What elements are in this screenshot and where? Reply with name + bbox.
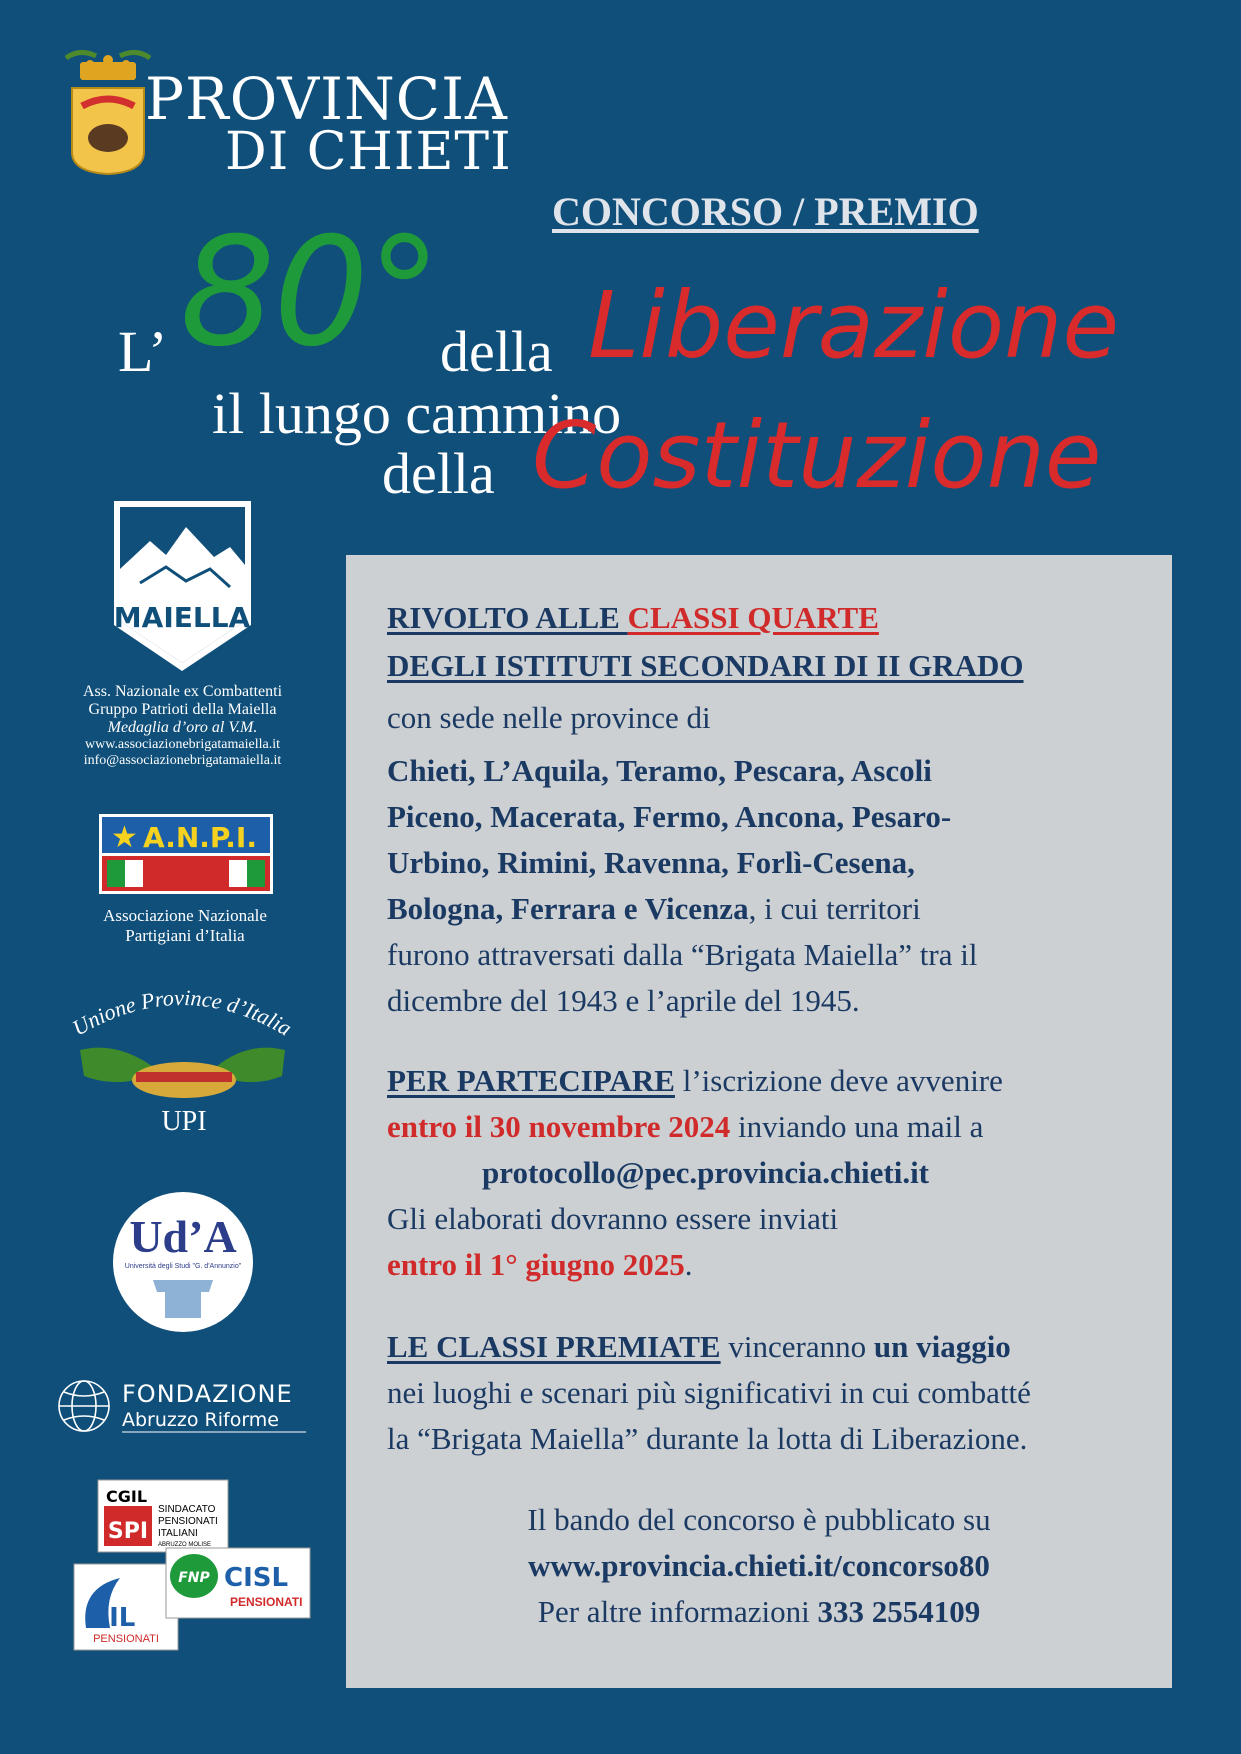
uil-sub: PENSIONATI — [93, 1633, 159, 1645]
spi-line4: ABRUZZO MOLISE — [158, 1542, 212, 1548]
headline-della-1: della — [440, 319, 553, 384]
cisl-sub: PENSIONATI — [230, 1595, 303, 1609]
maiella-logo — [110, 497, 255, 675]
fondazione-logo — [56, 1376, 311, 1436]
istituti-line: DEGLI ISTITUTI SECONDARI DI II GRADO — [387, 648, 1024, 683]
history-line-2: dicembre del 1943 e l’aprile del 1945. — [387, 983, 860, 1018]
deadline-registration: entro il 30 novembre 2024 — [387, 1109, 731, 1144]
headline-l: L’ — [118, 319, 168, 384]
classi-premiate-label: LE CLASSI PREMIATE — [387, 1329, 721, 1364]
contact-line — [346, 1589, 1172, 1635]
uda-logo — [111, 1190, 255, 1334]
spi-line1: SINDACATO — [158, 1504, 216, 1515]
provinces-line-1: Chieti, L’Aquila, Teramo, Pescara, Ascoli — [387, 753, 932, 788]
info-text: Per altre informazioni — [537, 1594, 818, 1629]
sede-line: con sede nelle province di — [387, 700, 711, 735]
uda-text: Ud’A — [129, 1211, 237, 1262]
spi-text: SPI — [107, 1519, 149, 1544]
cgil-text: CGIL — [106, 1487, 148, 1506]
provincia-title — [145, 65, 512, 182]
deadline-submission: entro il 1° giugno 2025 — [387, 1247, 685, 1282]
provinces-line-4 — [387, 886, 921, 932]
info-panel — [346, 555, 1172, 1688]
history-line-1: furono attraversati dalla “Brigata Maiella” tra il — [387, 937, 978, 972]
maiella-caption — [40, 683, 325, 769]
website-link[interactable]: www.provincia.chieti.it/concorso80 — [528, 1548, 990, 1583]
deadline-period: . — [684, 1247, 693, 1282]
bando-line: Il bando del concorso è pubblicato su — [527, 1502, 991, 1537]
deadline-line — [387, 1104, 983, 1150]
upi-logo — [60, 980, 305, 1140]
provincia-line1: PROVINCIA — [145, 65, 508, 133]
premiate-line — [387, 1324, 1011, 1370]
provincia-crest-icon — [60, 48, 156, 176]
phone-number[interactable]: 333 2554109 — [817, 1594, 981, 1629]
upi-arc-text: Unione Province d’Italia — [67, 984, 297, 1041]
submission-deadline-line — [387, 1242, 693, 1288]
headline-della-2: della — [382, 441, 495, 506]
uda-ring-text: Università degli Studi "G. d'Annunzio" — [124, 1263, 242, 1270]
spi-line3: ITALIANI — [158, 1528, 198, 1539]
unions-logos — [70, 1478, 315, 1653]
svg-text:Unione Province d’Italia — [68, 985, 296, 1041]
iscrizione-text: l’iscrizione deve avvenire — [674, 1063, 1003, 1098]
cisl-text: CISL — [224, 1563, 289, 1593]
anpi-caption — [60, 906, 310, 946]
elaborati-line: Gli elaborati dovranno essere inviati — [387, 1201, 839, 1236]
maiella-website-link[interactable]: www.associazionebrigatamaiella.it — [84, 737, 280, 752]
headline-80: 80° — [180, 206, 440, 380]
uil-logo — [74, 1564, 178, 1650]
spi-line2: PENSIONATI — [158, 1516, 218, 1527]
maiella-cap-2: Gruppo Patrioti della Maiella — [88, 701, 277, 718]
provinces-line-2: Piceno, Macerata, Fermo, Ancona, Pesaro- — [387, 799, 952, 834]
per-partecipare-label: PER PARTECIPARE — [387, 1063, 675, 1098]
brigata-line: la “Brigata Maiella” durante la lotta di Liberazione. — [387, 1421, 1028, 1456]
classi-quarte: CLASSI QUARTE — [627, 600, 879, 635]
provinces-line-4-bold: Bologna, Ferrara e Vicenza — [387, 891, 749, 926]
anpi-cap-1: Associazione Nazionale — [103, 906, 267, 925]
partecipare-line — [387, 1058, 1003, 1104]
fondazione-line2: Abruzzo Riforme — [122, 1409, 279, 1431]
fondazione-line1: FONDAZIONE — [122, 1380, 293, 1408]
maiella-cap-3: Medaglia d’oro al V.M. — [107, 719, 258, 736]
target-line-1 — [387, 595, 879, 641]
uil-text: UIL — [88, 1603, 136, 1633]
concorso-heading: CONCORSO / PREMIO — [552, 189, 979, 234]
maiella-logo-text: MAIELLA — [113, 601, 251, 634]
cgil-spi-logo — [98, 1480, 228, 1552]
headline-lungo-cammino: il lungo cammino — [212, 381, 622, 446]
luoghi-line: nei luoghi e scenari più significativi in cui combatté — [387, 1375, 1031, 1410]
viaggio-text: un viaggio — [873, 1329, 1011, 1364]
globe-icon — [59, 1381, 109, 1431]
maiella-cap-1: Ass. Nazionale ex Combattenti — [82, 683, 283, 700]
provinces-line-4-rest: , i cui territori — [748, 891, 921, 926]
headline-costituzione: Costituzione — [532, 402, 1102, 509]
rivolto-label: RIVOLTO ALLE — [387, 600, 628, 635]
provinces-line-3: Urbino, Rimini, Ravenna, Forlì-Cesena, — [387, 845, 915, 880]
star-icon: ★ — [111, 820, 138, 855]
headline-liberazione: Liberazione — [588, 272, 1120, 379]
vinceranno-text: vinceranno — [720, 1329, 874, 1364]
maiella-email-link[interactable]: info@associazionebrigatamaiella.it — [83, 753, 282, 768]
anpi-logo-text: A.N.P.I. — [143, 821, 257, 854]
cisl-logo — [166, 1548, 310, 1618]
upi-text: UPI — [161, 1106, 207, 1137]
inviando-text: inviando una mail a — [730, 1109, 984, 1144]
email-link[interactable]: protocollo@pec.provincia.chieti.it — [482, 1155, 930, 1190]
provincia-line2: DI CHIETI — [225, 122, 512, 182]
anpi-logo — [99, 814, 273, 894]
anpi-cap-2: Partigiani d’Italia — [125, 926, 245, 945]
fnp-text: FNP — [178, 1570, 210, 1586]
